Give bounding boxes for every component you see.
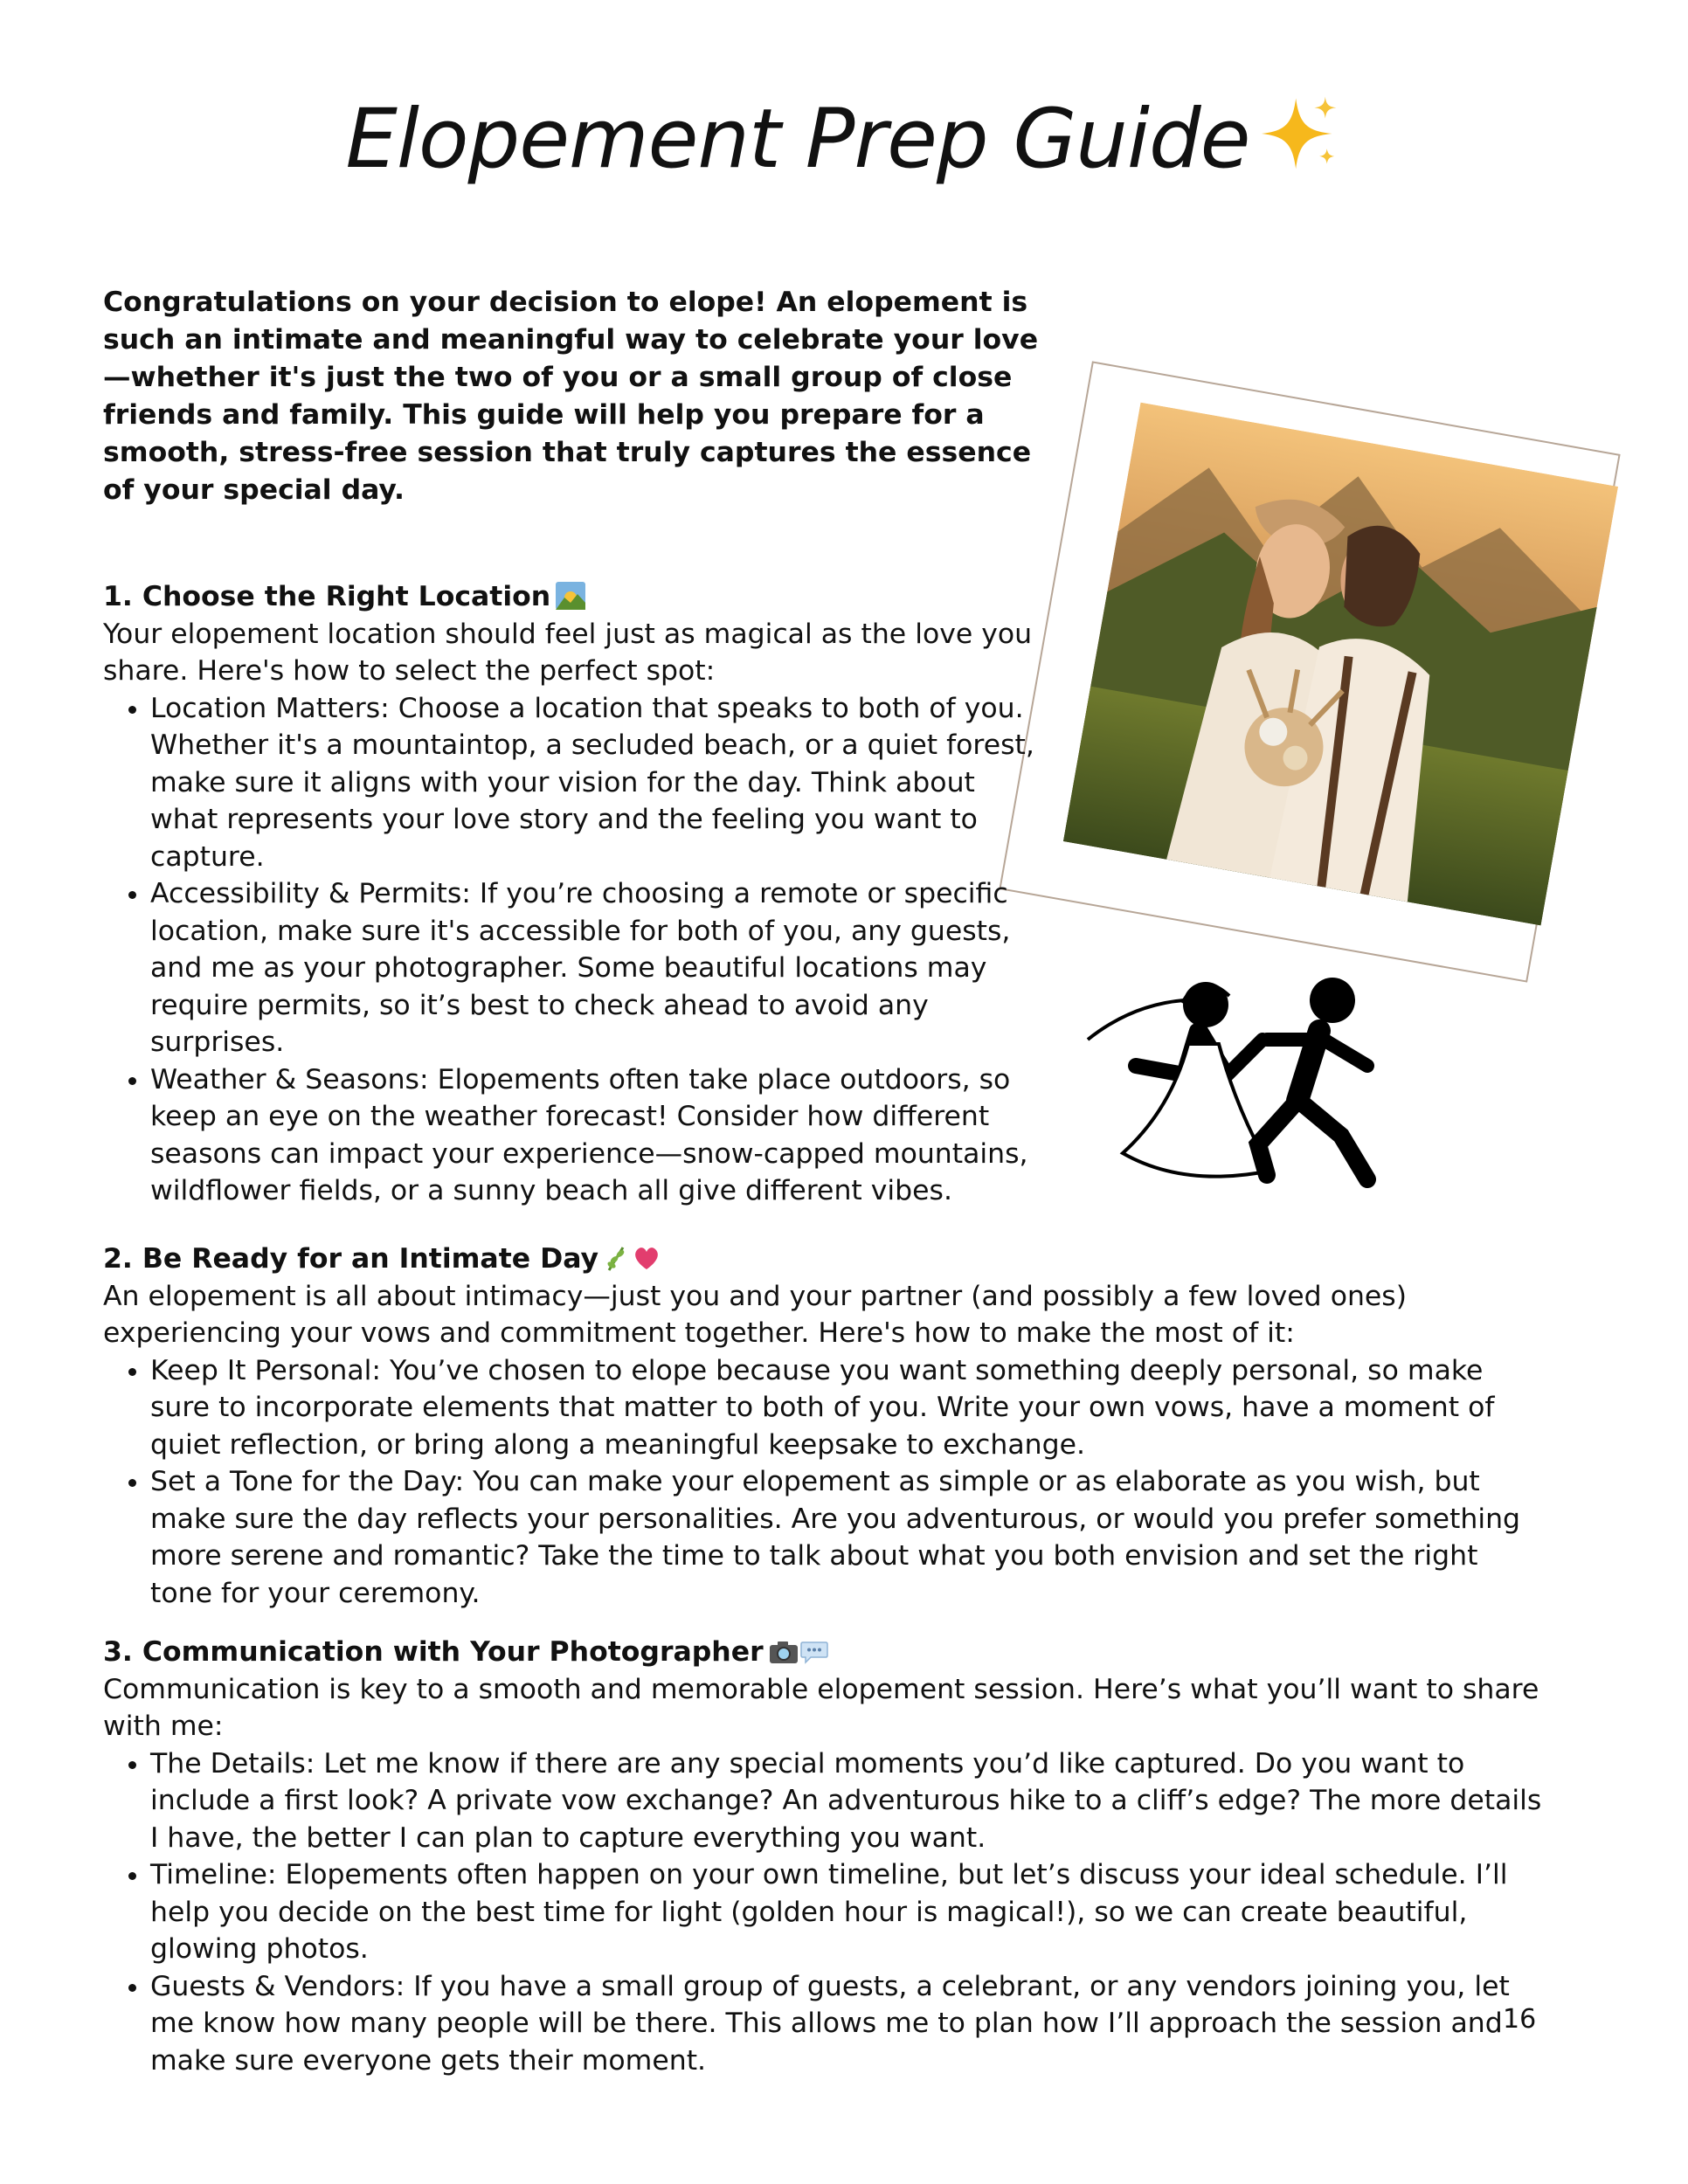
section-communication [103, 1634, 1545, 2079]
sunrise-over-mountains-icon [556, 582, 585, 610]
bullet-list [103, 690, 1047, 1210]
bullet-list [103, 1745, 1545, 2080]
section-heading: 1. Choose the Right Location [103, 578, 1047, 616]
heart-icon [632, 1244, 661, 1272]
list-item: • Keep It Personal: You’ve chosen to elope because you want something deeply personal, so make sure to incorporate elements that matter to both of you. Write your own vows, have a moment of quiet reflection, or bring along a meaningful keepsake to exchange. [150, 1352, 1545, 1464]
page-number: 16 [1503, 2004, 1537, 2035]
intro-paragraph: Congratulations on your decision to elope! An elopement is such an intimate and meaningful way to celebrate your love—whether it's just the two of you or a small group of close friends and family. This guide will help you prepare for a smooth, stress-free session that truly captures the essence of your special day. [103, 287, 1039, 506]
section-intimate-day [103, 1241, 1545, 1612]
list-item: • Accessibility & Permits: If you’re choosing a remote or specific location, make sure it's accessible for both of you, any guests, and me as your photographer. Some beautiful locations may require permits, so it’s best to check ahead to avoid any surprises. [150, 875, 1047, 1061]
bride-and-groom-pictogram [1079, 970, 1429, 1197]
page-title [0, 92, 1688, 187]
camera-icon [769, 1639, 799, 1665]
section-heading: 2. Be Ready for an Intimate Day [103, 1241, 1545, 1278]
list-item: • Location Matters: Choose a location that speaks to both of you. Whether it's a mountaintop, a secluded beach, or a quiet forest, make sure it aligns with your vision for the day. Think about what represents your love story and the feeling you want to capture. [150, 690, 1047, 876]
section-location [103, 578, 1047, 1210]
list-item: • The Details: Let me know if there are any special moments you’d like captured. Do you want to include a first look? A private vow exchange? An adventurous hike to a cliff’s edge? The more details I have, the better I can plan to capture everything you want. [150, 1745, 1545, 1857]
speech-bubble-icon [800, 1639, 828, 1665]
bullet-list [103, 1352, 1545, 1613]
list-item: • Timeline: Elopements often happen on your own timeline, but let’s discuss your ideal schedule. I’ll help you decide on the best time for light (golden hour is magical!), so we can create beautiful, glowing photos. [150, 1856, 1545, 1968]
list-item: • Guests & Vendors: If you have a small group of guests, a celebrant, or any vendors joining you, let me know how many people will be there. This allows me to plan how I’ll approach the session and make sure everyone gets their moment. [150, 1968, 1545, 2080]
section-intro: Your elopement location should feel just as magical as the love you share. Here's how to select the perfect spot: [103, 618, 1033, 687]
list-item: • Set a Tone for the Day: You can make your elopement as simple or as elaborate as you wish, but make sure the day reflects your personalities. Are you adventurous, or would you prefer something more serene and romantic? Take the time to talk about what you both envision and set the right tone for your ceremony. [150, 1463, 1545, 1612]
couple-photo-image [1063, 403, 1618, 926]
sparkles-icon [1258, 92, 1342, 176]
couple-photo [1063, 403, 1618, 926]
section-intro: Communication is key to a smooth and memorable elopement session. Here’s what you’ll want to share with me: [103, 1673, 1539, 1742]
herb-icon [604, 1244, 630, 1272]
section-intro: An elopement is all about intimacy—just you and your partner (and possibly a few loved ones) experiencing your vows and commitment together. Here's how to make the most of it: [103, 1280, 1408, 1349]
list-item: • Weather & Seasons: Elopements often take place outdoors, so keep an eye on the weather forecast! Consider how different seasons can impact your experience—snow-capped mountains, wildflower fields, or a sunny beach all give different vibes. [150, 1061, 1047, 1210]
section-heading: 3. Communication with Your Photographer [103, 1634, 1545, 1671]
page-title-text: Elopement Prep Guide [345, 92, 1250, 187]
